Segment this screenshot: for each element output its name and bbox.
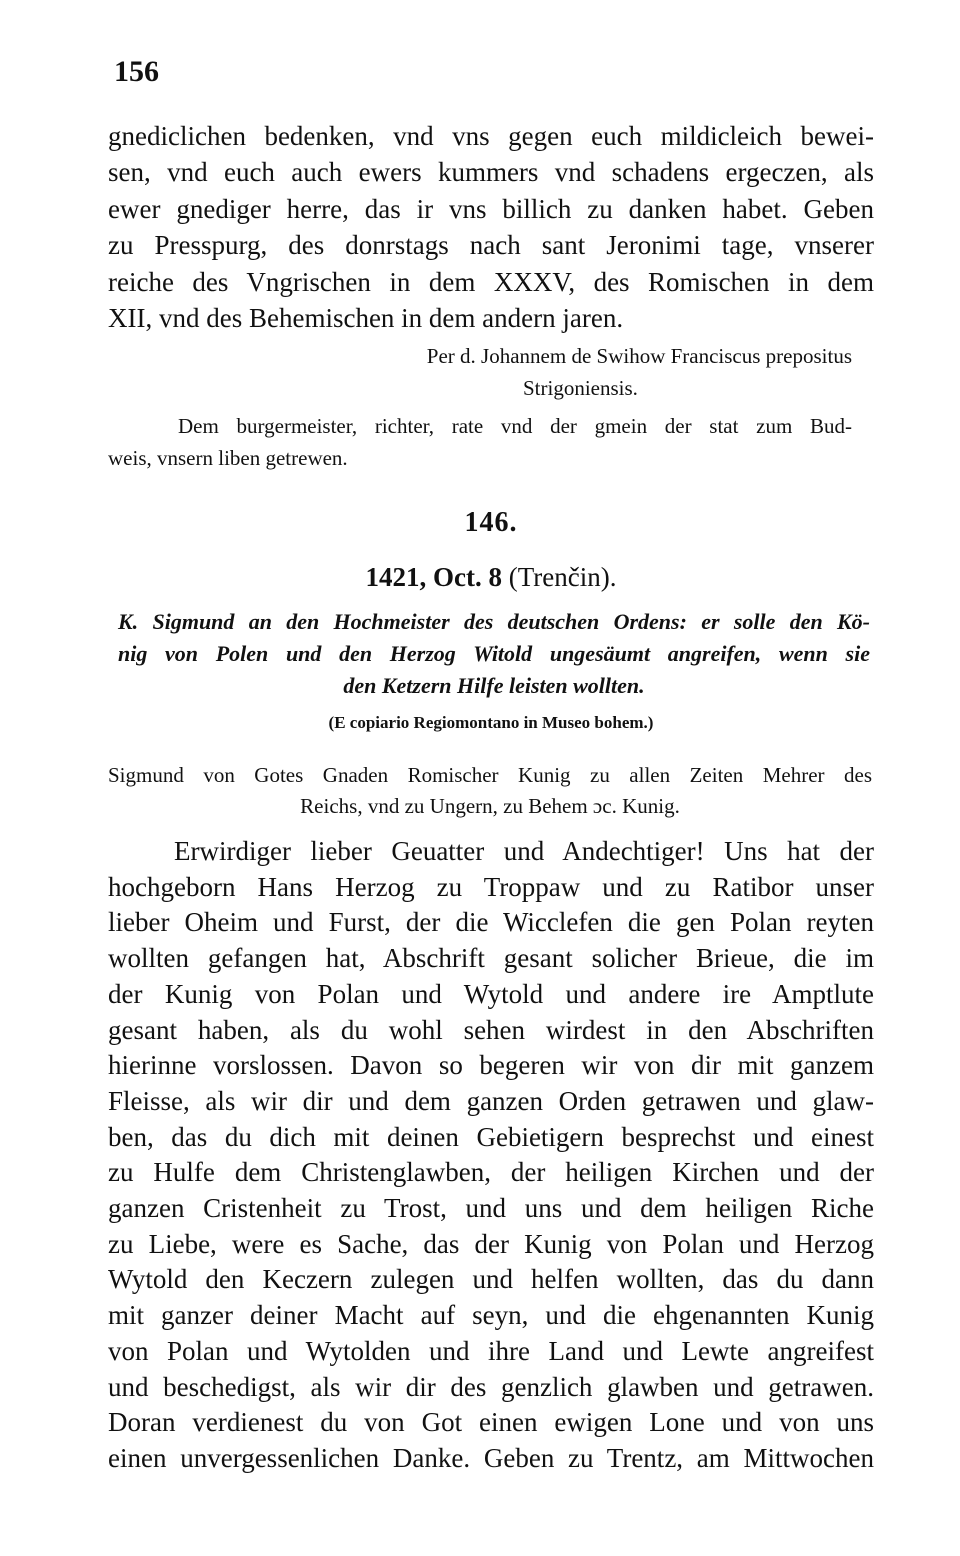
body-line: Wytold den Keczern zulegen und helfen wollten, das du dann [108, 1264, 874, 1295]
text-line: ewer gnediger herre, das ir vns billich zu danken habet. Geben [108, 193, 874, 224]
address-block [108, 410, 852, 474]
date-day: 8 [488, 562, 502, 592]
body-line: hierinne vorslossen. Davon so begeren wir von dir mit ganzem [108, 1050, 874, 1081]
body-line: mit ganzer deiner Macht auf seyn, und die ehgenannten Kunig [108, 1300, 874, 1331]
intitulatio [108, 760, 872, 822]
date-place: (Trenčin). [508, 562, 617, 592]
body-line: Fleisse, als wir dir und dem ganzen Orden getrawen und glaw- [108, 1085, 874, 1116]
paragraph-continuation [108, 118, 874, 336]
body-line: lieber Oheim und Furst, der die Wicclefen die gen Polan reyten [108, 907, 874, 938]
body-line: und beschedigst, als wir dir des genzlich glawben und getrawen. [108, 1371, 874, 1402]
source-note: (E copiario Regiomontano in Museo bohem.) [328, 713, 654, 732]
body-line: Doran verdienest du von Got einen ewigen Lone und von uns [108, 1407, 874, 1438]
body-line: einen unvergessenlichen Danke. Geben zu Trentz, am Mittwochen [108, 1442, 874, 1473]
body-line: wollten gefangen hat, Abschrift gesant solicher Brieue, die im [108, 943, 874, 974]
body-line: zu Hulfe dem Christenglawben, der heiligen Kirchen und der [108, 1157, 874, 1188]
body-line: von Polan und Wytolden und ihre Land und Lewte angreifest [108, 1335, 874, 1366]
text-line: sen, vnd euch auch ewers kummers vnd schadens ergeczen, als [108, 157, 874, 188]
letter-body [108, 834, 874, 1477]
body-line: der Kunig von Polan und Wytold und andere ire Amptlute [108, 978, 874, 1009]
body-line: ben, das du dich mit deinen Gebietigern besprechst und einest [108, 1121, 874, 1152]
body-line: Erwirdiger lieber Geuatter und Andechtiger! Uns hat der [174, 836, 874, 866]
intitulatio-line: Reichs, vnd zu Ungern, zu Behem ɔc. Kunig. [300, 794, 680, 818]
regest-line: K. Sigmund an den Hochmeister des deutschen Ordens: er solle den Kö- [118, 609, 870, 634]
body-line: zu Liebe, were es Sache, das der Kunig von Polan und Herzog [108, 1228, 874, 1259]
signature-line: Per d. Johannem de Swihow Franciscus prepositus [426, 344, 852, 368]
date-year-month: 1421, Oct. [365, 562, 482, 592]
regest-line: den Ketzern Hilfe leisten wollten. [343, 673, 645, 698]
body-line: hochgeborn Hans Herzog zu Troppaw und zu Ratibor unser [108, 871, 874, 902]
page-number: 156 [114, 55, 159, 88]
text-line: gnediclichen bedenken, vnd vns gegen euch mildicleich bewei- [108, 121, 874, 151]
document-date [108, 560, 874, 594]
regest [118, 606, 870, 702]
address-line: weis, vnsern liben getrewen. [108, 446, 348, 470]
signature-line: Strigoniensis. [523, 376, 638, 400]
text-line: zu Presspurg, des donrstags nach sant Jeronimi tage, vnserer [108, 230, 874, 261]
text-line: XII, vnd des Behemischen in dem andern jaren. [108, 303, 624, 334]
signature-block [108, 340, 852, 404]
regest-line: nig von Polen und den Herzog Witold ungesäumt angreifen, wenn sie [118, 641, 870, 666]
body-line: ganzen Cristenheit zu Trost, und uns und dem heiligen Riche [108, 1193, 874, 1224]
address-line: Dem burgermeister, richter, rate vnd der gmein der stat zum Bud- [178, 414, 852, 438]
document-number: 146. [464, 507, 518, 538]
body-line: gesant haben, als du wohl sehen wirdest in den Abschriften [108, 1014, 874, 1045]
text-line: reiche des Vngrischen in dem XXXV, des Romischen in dem [108, 266, 874, 297]
intitulatio-line: Sigmund von Gotes Gnaden Romischer Kunig zu allen Zeiten Mehrer des [108, 763, 872, 787]
